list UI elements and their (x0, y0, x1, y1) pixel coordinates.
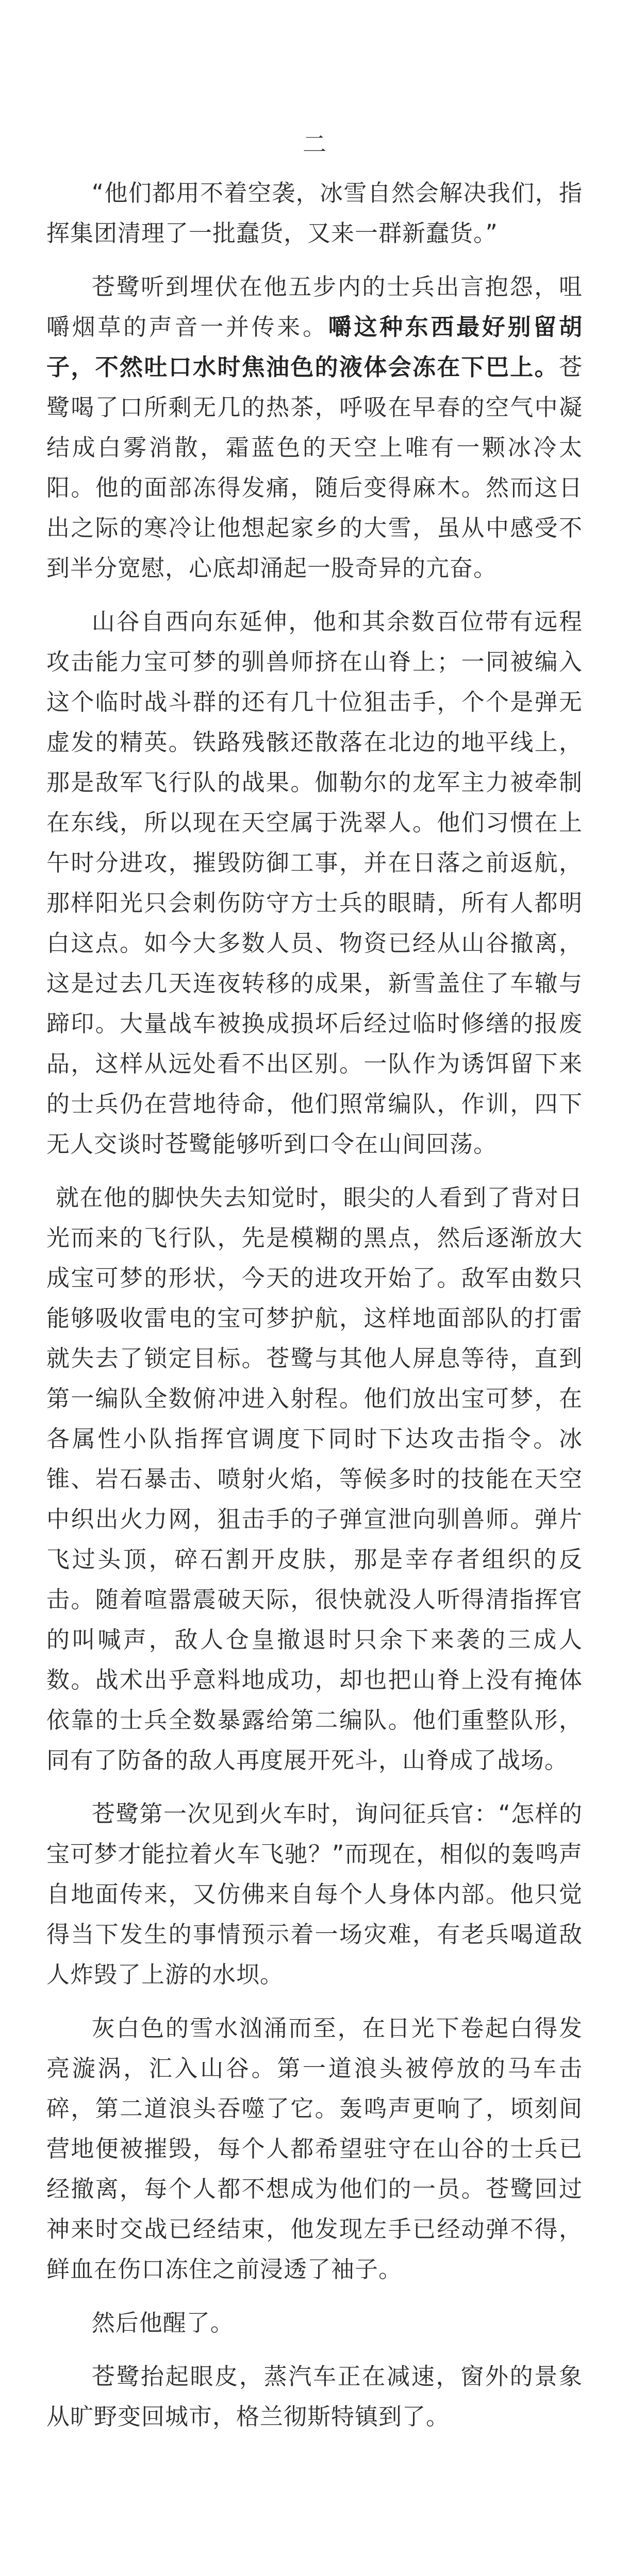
paragraph-6: 灰白色的雪水汹涌而至，在日光下卷起白得发亮漩涡，汇入山谷。第一道浪头被停放的马车击碎，第二道浪头吞噬了它。轰鸣声更响了，顷刻间营地便被摧毁，每个人都希望驻守在山谷的士兵已经撤离，每个人都不想成为他们的一员。苍鹭回过神来时交战已经结束，他发现左手已经动弹不得，鲜血在伤口冻住之前浸透了袖子。 (46, 2014, 583, 2283)
paragraph-5: 苍鹭第一次见到火车时，询问征兵官：“怎样的宝可梦才能拉着火车飞驰？”而现在，相似的轰鸣声自地面传来，又仿佛来自每个人身体内部。他只觉得当下发生的事情预示着一场灾难，有老兵喝道敌人炸毁了上游的水坝。 (46, 1800, 583, 1988)
paragraph-2 (46, 267, 583, 588)
chapter-heading: 二 (303, 130, 326, 158)
paragraph-2-bold-text: 嚼这种东西最好别留胡子，不然吐口水时焦油色的液体会冻在下巴上。 (46, 313, 583, 381)
paragraph-3: 山谷自西向东延伸，他和其余数百位带有远程攻击能力宝可梦的驯兽师挤在山脊上；一同被编入这个临时战斗群的还有几十位狙击手，个个是弹无虚发的精英。铁路残骸还散落在北边的地平线上，那是敌军飞行队的战果。伽勒尔的龙军主力被牵制在东线，所以现在天空属于洗翠人。他们习惯在上午时分进攻，摧毁防御工事，并在日落之前返航，那样阳光只会刺伤防守方士兵的眼睛，所有人都明白这点。如今大多数人员、物资已经从山谷撤离，这是过去几天连夜转移的成果，新雪盖住了车辙与蹄印。大量战车被换成损坏后经过临时修缮的报废品，这样从远处看不出区别。一队作为诱饵留下来的士兵仍在营地待命，他们照常编队，作训，四下无人交谈时苍鹭能够听到口令在山间回荡。 (46, 608, 583, 1158)
paragraph-8: 苍鹭抬起眼皮，蒸汽车正在减速，窗外的景象从旷野变回城市，格兰彻斯特镇到了。 (46, 2363, 583, 2430)
paragraph-2-text-start: 苍鹭听到埋伏在他五步内的士兵出言抱怨，咀嚼烟草的声音一并传来。 (46, 273, 583, 341)
paragraph-7: 然后他醒了。 (91, 2309, 234, 2336)
paragraph-1: “他们都用不着空袭，冰雪自然会解决我们，指挥集团清理了一批蠢货，又来一群新蠢货。” (46, 179, 583, 247)
paragraph-4: 就在他的脚快失去知觉时，眼尖的人看到了背对日光而来的飞行队，先是模糊的黑点，然后逐渐放大成宝可梦的形状，今天的进攻开始了。敌军由数只能够吸收雷电的宝可梦护航，这样地面部队的打雷就失去了锁定目标。苍鹭与其他人屏息等待，直到第一编队全数俯冲进入射程。他们放出宝可梦，在各属性小队指挥官调度下同时下达攻击指令。冰锥、岩石暴击、喷射火焰，等候多时的技能在天空中织出火力网，狙击手的子弹宣泄向驯兽师。弹片飞过头顶，碎石割开皮肤，那是幸存者组织的反击。随着喧嚣震破天际，很快就没人听得清指挥官的叫喊声，敌人仓皇撤退时只余下来袭的三成人数。战术出乎意料地成功，却也把山脊上没有掩体依靠的士兵全数暴露给第二编队。他们重整队形，同有了防备的敌人再度展开死斗，山脊成了战场。 (46, 1184, 583, 1774)
paragraph-2-text-end: 苍鹭喝了口所剩无几的热茶，呼吸在早春的空气中凝结成白雾消散，霜蓝色的天空上唯有一颗冰冷太阳。他的面部冻得发痛，随后变得麻木。然而这日出之际的寒冷让他想起家乡的大雪，虽从中感受不到半分宽慰，心底却涌起一股奇异的亢奋。 (46, 353, 583, 582)
